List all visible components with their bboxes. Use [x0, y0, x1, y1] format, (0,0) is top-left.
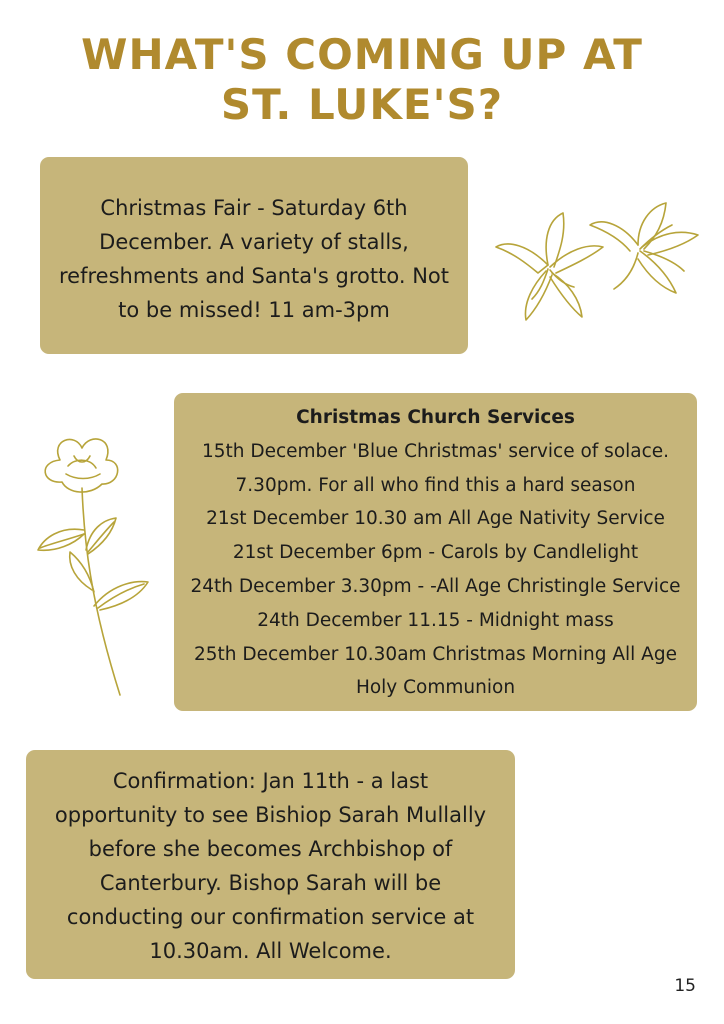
confirmation-text-line: Canterbury. Bishop Sarah will be [99, 871, 442, 895]
service-line: 24th December 11.15 - Midnight mass [257, 609, 614, 631]
christmas-fair-box [40, 157, 468, 354]
flower-illustration [20, 430, 160, 700]
service-line: 21st December 10.30 am All Age Nativity Service [206, 508, 665, 530]
church-services-box [174, 393, 697, 711]
lily-illustration [488, 195, 710, 335]
confirmation-text-line: Confirmation: Jan 11th - a last [112, 769, 429, 793]
service-line: 21st December 6pm - Carols by Candlelight [232, 542, 639, 564]
confirmation-text-line: 10.30am. All Welcome. [149, 939, 392, 963]
service-line: 25th December 10.30am Christmas Morning All Age [194, 643, 677, 665]
service-line: 7.30pm. For all who find this a hard season [235, 474, 636, 496]
title-line-2: ST. LUKE'S? [220, 80, 504, 129]
fair-text-line: Christmas Fair - Saturday 6th [100, 196, 408, 220]
page-number: 15 [674, 976, 696, 996]
page-title [0, 30, 724, 130]
confirmation-text-line: opportunity to see Bishiop Sarah Mullally [54, 803, 487, 827]
services-heading: Christmas Church Services [296, 407, 575, 428]
confirmation-text-line: conducting our confirmation service at [66, 905, 475, 929]
confirmation-text-line: before she becomes Archbishop of [88, 837, 453, 861]
fair-text-line: to be missed! 11 am-3pm [118, 298, 390, 322]
title-line-1: WHAT'S COMING UP AT [81, 30, 643, 79]
service-line: 15th December 'Blue Christmas' service of solace. [201, 440, 670, 462]
service-line: Holy Communion [355, 677, 516, 699]
fair-text-line: refreshments and Santa's grotto. Not [59, 264, 449, 288]
fair-text-line: December. A variety of stalls, [99, 230, 409, 254]
service-line: 24th December 3.30pm - -All Age Christingle Service [190, 575, 681, 597]
confirmation-box [26, 750, 515, 979]
